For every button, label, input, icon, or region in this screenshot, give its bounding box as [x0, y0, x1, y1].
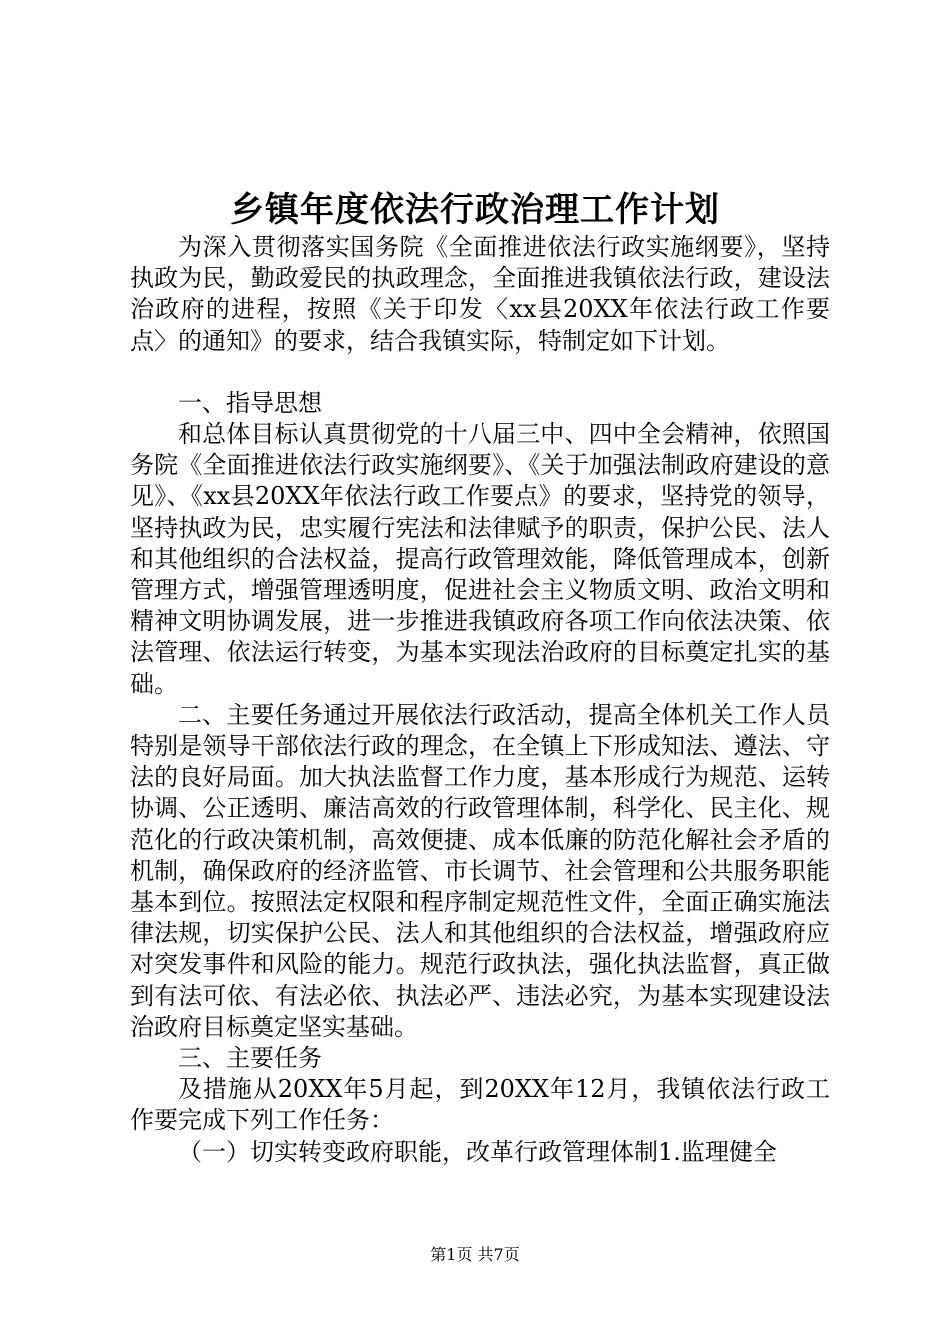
- document-title: 乡镇年度依法行政治理工作计划: [230, 190, 720, 230]
- document-body: [130, 232, 830, 1168]
- section-heading-main-tasks: 三、主要任务: [178, 1044, 322, 1073]
- paragraph-subsection-1: （一）切实转变政府职能，改革行政管理体制1.监理健全: [178, 1137, 777, 1166]
- page-footer: 第1页 共7页: [430, 1245, 520, 1264]
- section-heading-guiding-ideology: 一、指导思想: [178, 388, 322, 417]
- paragraph-main-tasks: 二、主要任务通过开展依法行政活动，提高全体机关工作人员特别是领导干部依法行政的理念，在全镇上下形成知法、遵法、守法的良好局面。加大执法监督工作力度，基本形成行为规范、运转协调、公正透明、廉洁高效的行政管理体制，科学化、民主化、规范化的行政决策机制，高效便捷、成本低廉的防范化解社会矛盾的机制，确保政府的经济监管、市长调节、社会管理和公共服务职能基本到位。按照法定权限和程序制定规范性文件，全面正确实施法律法规，切实保护公民、法人和其他组织的合法权益，增强政府应对突发事件和风险的能力。规范行政执法，强化执法监督，真正做到有法可依、有法必依、执法必严、违法必究，为基本实现建设法治政府目标奠定坚实基础。: [130, 700, 830, 1041]
- paragraph-measures: 及措施从20XX年5月起，到20XX年12月，我镇依法行政工作要完成下列工作任务：: [130, 1075, 830, 1135]
- paragraph-intro: 为深入贯彻落实国务院《全面推进依法行政实施纲要》，坚持执政为民，勤政爱民的执政理念，全面推进我镇依法行政，建设法治政府的进程，按照《关于印发〈xx县20XX年依法行政工作要点〉的通知》的要求，结合我镇实际，特制定如下计划。: [130, 233, 830, 355]
- paragraph-overall-goals: 和总体目标认真贯彻党的十八届三中、四中全会精神，依照国务院《全面推进依法行政实施纲要》、《关于加强法制政府建设的意见》、《xx县20XX年依法行政工作要点》的要求，坚持党的领导，坚持执政为民，忠实履行宪法和法律赋予的职责，保护公民、法人和其他组织的合法权益，提高行政管理效能，降低管理成本，创新管理方式，增强管理透明度，促进社会主义物质文明、政治文明和精神文明协调发展，进一步推进我镇政府各项工作向依法决策、依法管理、依法运行转变，为基本实现法治政府的目标奠定扎实的基础。: [130, 420, 830, 698]
